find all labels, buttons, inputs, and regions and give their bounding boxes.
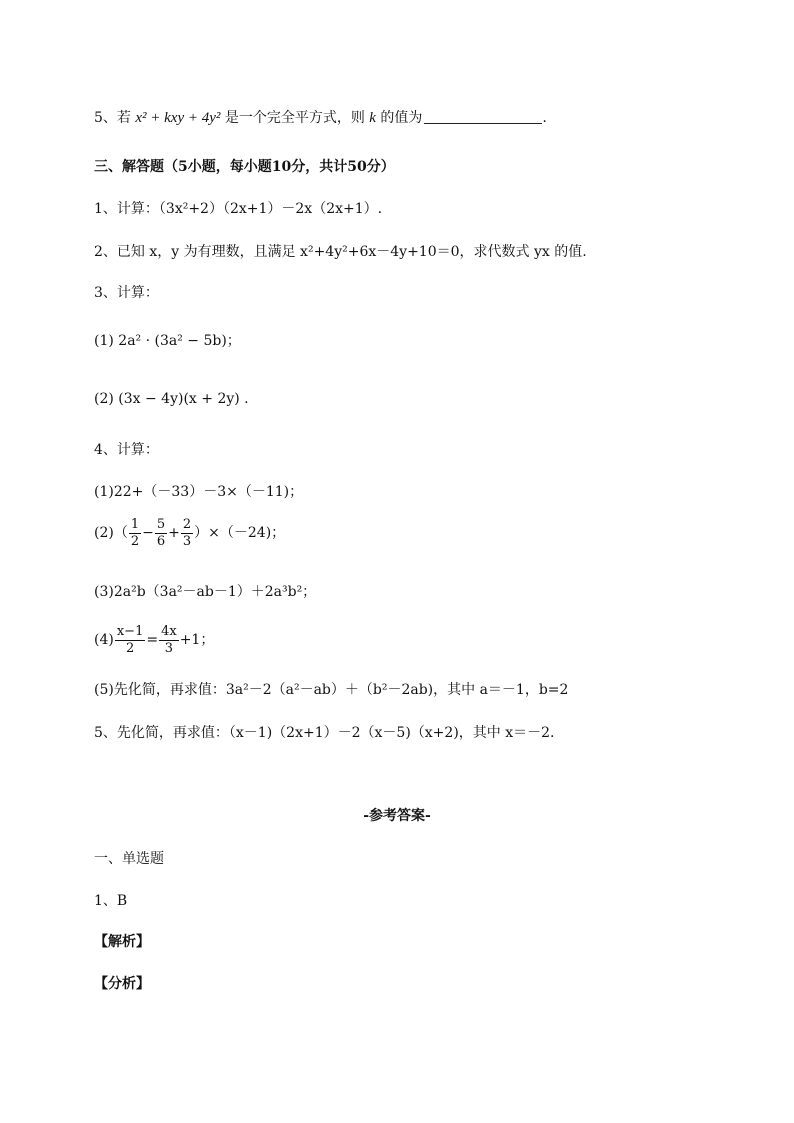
fraction-2-denominator: 6 — [156, 533, 166, 549]
q5-end: . — [542, 110, 547, 126]
fraction-left-denominator: 2 — [125, 640, 135, 656]
fraction-2-numerator: 5 — [156, 516, 166, 532]
answer-blank[interactable] — [424, 109, 542, 124]
fraction-1-numerator: 1 — [130, 516, 140, 532]
problem-2: 2、已知 x，y 为有理数，且满足 x²+4y²+6x－4y+10＝0，求代数式 yx 的值. — [94, 244, 587, 260]
p4-4-suffix: +1； — [179, 632, 215, 648]
p4-2-op-1: − — [142, 525, 154, 541]
q5-expression: x² + kxy + 4y² — [135, 110, 221, 126]
question-5-fill-blank — [94, 108, 547, 128]
answer-key-title: -参考答案- — [363, 808, 431, 824]
problem-4-part-5: (5)先化简，再求值：3a²－2（a²－ab）＋（b²－2ab)，其中 a＝－1，b=2 — [94, 682, 569, 698]
p4-4-equals: = — [146, 632, 159, 648]
problem-1: 1、计算：（3x²+2）（2x+1）－2x（2x+1）. — [94, 201, 383, 217]
fraction-3 — [181, 517, 193, 550]
p4-2-op-2: + — [168, 525, 180, 541]
problem-4-part-1: (1)22+（－33）－3×（－11)； — [94, 484, 304, 500]
problem-4-part-2 — [94, 515, 285, 551]
fraction-left-numerator: x−1 — [116, 623, 144, 639]
q5-variable: k — [369, 110, 376, 126]
problem-3-part-2: (2) (3x − 4y)(x + 2y) . — [94, 391, 249, 407]
section-3-title: 三、解答题（5小题，每小题10分，共计50分） — [94, 159, 395, 175]
q5-prefix: 5、若 — [94, 110, 136, 126]
fenxi-label: 【分析】 — [94, 976, 150, 992]
fraction-1-denominator: 2 — [130, 533, 140, 549]
p4-4-prefix: (4) — [94, 632, 114, 648]
problem-3-part-1: (1) 2a² · (3a² − 5b)； — [94, 333, 241, 349]
p4-2-prefix: (2)（ — [94, 525, 128, 541]
q5-middle: 是一个完全平方式，则 — [220, 110, 370, 126]
fraction-3-numerator: 2 — [182, 516, 192, 532]
problem-4-part-4 — [94, 622, 214, 658]
fraction-left — [115, 624, 146, 657]
problem-3-title: 3、计算： — [94, 285, 159, 301]
fraction-right-numerator: 4x — [161, 623, 177, 639]
problem-5: 5、先化简，再求值：（x－1)（2x+1）－2（x－5)（x+2)，其中 x＝－2. — [94, 725, 555, 741]
fraction-right-denominator: 3 — [164, 640, 174, 656]
fraction-2 — [155, 517, 167, 550]
fraction-1 — [129, 517, 141, 550]
fraction-3-denominator: 3 — [182, 533, 192, 549]
answer-1: 1、B — [94, 893, 128, 909]
fraction-right — [159, 624, 179, 657]
problem-4-part-3: (3)2a²b（3a²－ab－1）＋2a³b²； — [94, 584, 317, 600]
problem-4-title: 4、计算： — [94, 442, 159, 458]
p4-2-suffix: ）×（－24)； — [194, 525, 286, 541]
analysis-label: 【解析】 — [94, 934, 150, 950]
answer-section-1: 一、单选题 — [94, 851, 164, 867]
q5-suffix: 的值为 — [375, 110, 423, 126]
